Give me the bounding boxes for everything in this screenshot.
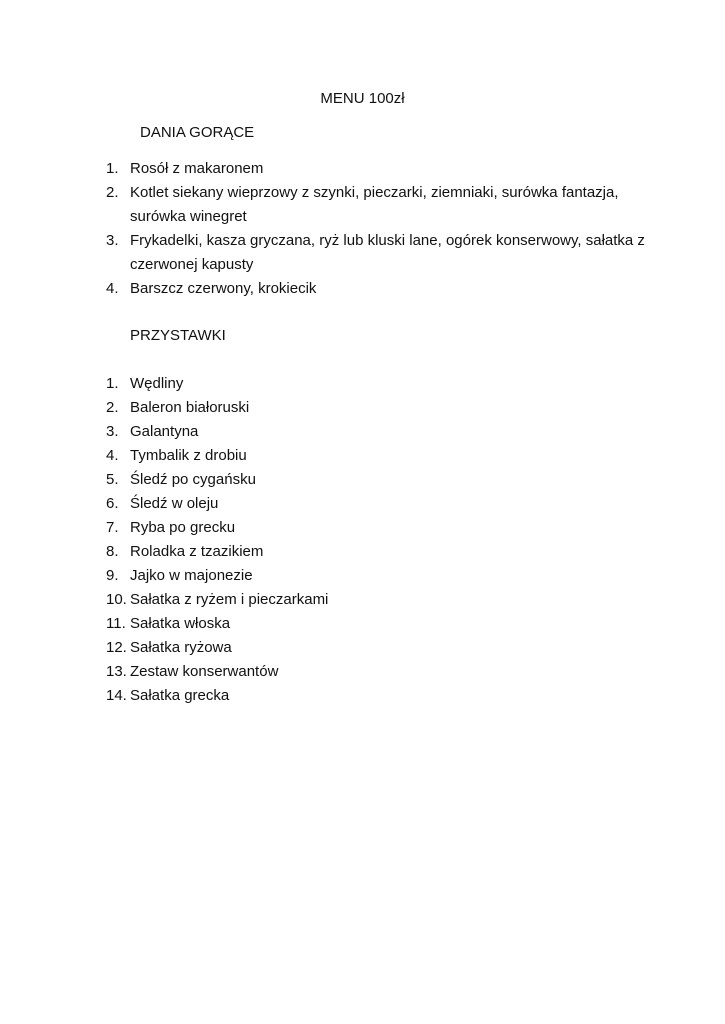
list-item-number: 2. xyxy=(106,184,119,201)
list-item xyxy=(106,588,666,612)
section-heading-hot-dishes: DANIA GORĄCE xyxy=(140,124,255,141)
list-item-number: 7. xyxy=(106,519,119,536)
page-title xyxy=(0,87,725,111)
list-item-text: Sałatka grecka xyxy=(130,687,230,704)
section-heading-appetizers: PRZYSTAWKI xyxy=(130,327,226,344)
list-item-text: Frykadelki, kasza gryczana, ryż lub kluski lane, ogórek konserwowy, sałatka z czerwonej kapusty xyxy=(130,232,645,273)
list-item-text: Sałatka włoska xyxy=(130,615,231,632)
list-item-number: 12. xyxy=(106,639,127,656)
list-item xyxy=(106,660,666,684)
list-item-text: Śledź po cygańsku xyxy=(130,471,256,488)
list-item-number: 3. xyxy=(106,232,119,249)
hot-dishes-list xyxy=(106,157,666,301)
list-item-text: Śledź w oleju xyxy=(130,495,219,512)
list-item xyxy=(106,157,666,181)
list-item xyxy=(106,636,666,660)
list-item-text: Rosół z makaronem xyxy=(130,160,264,177)
list-item-number: 4. xyxy=(106,280,119,297)
page-title-text: MENU 100zł xyxy=(320,90,405,107)
list-item-number: 11. xyxy=(106,615,126,632)
list-item xyxy=(106,181,666,229)
list-item xyxy=(106,684,666,708)
list-item-text: Zestaw konserwantów xyxy=(130,663,279,680)
list-item xyxy=(106,540,666,564)
list-item xyxy=(106,612,666,636)
appetizers-list xyxy=(106,372,666,708)
list-item-number: 6. xyxy=(106,495,119,512)
list-item-number: 13. xyxy=(106,663,127,680)
list-item xyxy=(106,444,666,468)
list-item xyxy=(106,396,666,420)
list-item xyxy=(106,372,666,396)
list-item-text: Tymbalik z drobiu xyxy=(130,447,247,464)
list-item-text: Sałatka ryżowa xyxy=(130,639,232,656)
list-item-text: Wędliny xyxy=(130,375,184,392)
list-item-number: 3. xyxy=(106,423,119,440)
list-item-text: Kotlet siekany wieprzowy z szynki, pieczarki, ziemniaki, surówka fantazja, surówka winegret xyxy=(130,184,619,225)
list-item-text: Jajko w majonezie xyxy=(130,567,253,584)
list-item-number: 4. xyxy=(106,447,119,464)
list-item-number: 1. xyxy=(106,375,119,392)
list-item-number: 2. xyxy=(106,399,119,416)
list-item-number: 10. xyxy=(106,591,127,608)
list-item-text: Sałatka z ryżem i pieczarkami xyxy=(130,591,329,608)
list-item xyxy=(106,516,666,540)
list-item-text: Galantyna xyxy=(130,423,199,440)
list-item xyxy=(106,492,666,516)
list-item-text: Roladka z tzazikiem xyxy=(130,543,264,560)
list-item xyxy=(106,468,666,492)
list-item xyxy=(106,420,666,444)
list-item-text: Baleron białoruski xyxy=(130,399,250,416)
list-item-text: Ryba po grecku xyxy=(130,519,236,536)
list-item-text: Barszcz czerwony, krokiecik xyxy=(130,280,317,297)
list-item-number: 9. xyxy=(106,567,119,584)
list-item xyxy=(106,277,666,301)
list-item-number: 14. xyxy=(106,687,127,704)
list-item-number: 8. xyxy=(106,543,119,560)
list-item xyxy=(106,564,666,588)
list-item-number: 1. xyxy=(106,160,119,177)
list-item xyxy=(106,229,666,277)
list-item-number: 5. xyxy=(106,471,119,488)
